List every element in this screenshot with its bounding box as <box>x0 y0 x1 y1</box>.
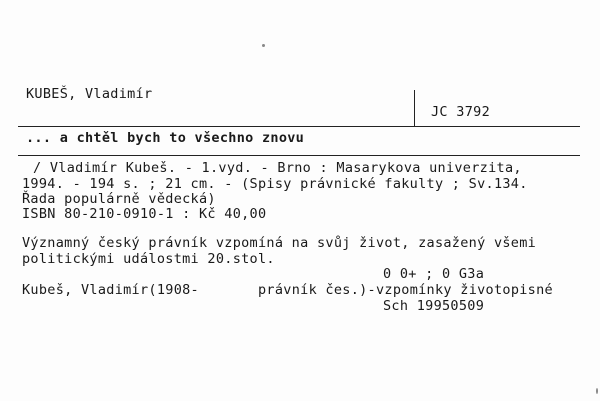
call-number: JC 3792 <box>431 104 490 120</box>
scan-speck <box>596 388 598 394</box>
subject-person: Kubeš, Vladimír(1908- <box>22 282 199 298</box>
scan-speck <box>262 44 265 47</box>
title: ... a chtěl bych to všechno znovu <box>26 130 305 146</box>
call-number-divider <box>414 90 415 126</box>
record-code: Sch 19950509 <box>383 298 485 314</box>
rule-top <box>18 126 580 127</box>
description-line-2: 1994. - 194 s. ; 21 cm. - (Spisy právnické fakulty ; Sv.134. <box>22 176 528 192</box>
author-heading: KUBEŠ, Vladimír <box>26 86 153 102</box>
annotation-line-2: politickými událostmi 20.stol. <box>22 251 275 267</box>
rule-bottom <box>18 155 580 156</box>
subject-terms: právník čes.)-vzpomínky životopisné <box>258 282 553 298</box>
classification: 0 0+ ; 0 G3a <box>383 266 485 282</box>
description-line-1: / Vladimír Kubeš. - 1.vyd. - Brno : Masarykova univerzita, <box>33 160 522 176</box>
isbn-price-line: ISBN 80-210-0910-1 : Kč 40,00 <box>22 206 267 222</box>
description-line-3: Řada populárně vědecká) <box>22 191 216 207</box>
annotation-line-1: Významný český právník vzpomíná na svůj život, zasažený všemi <box>22 235 537 251</box>
